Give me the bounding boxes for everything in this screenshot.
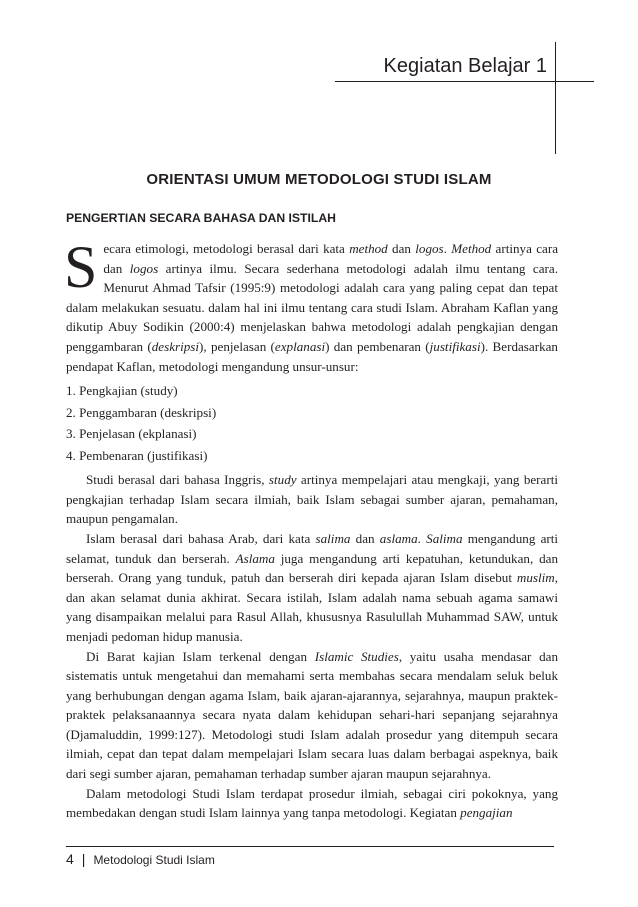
list-item: 3. Penjelasan (ekplanasi) (66, 426, 197, 442)
section-heading: PENGERTIAN SECARA BAHASA DAN ISTILAH (66, 211, 336, 225)
drop-cap: S (64, 234, 98, 300)
list-item: 2. Penggambaran (deskripsi) (66, 404, 217, 420)
chapter-title: ORIENTASI UMUM METODOLOGI STUDI ISLAM (146, 171, 492, 188)
footer-rule (66, 846, 554, 847)
study-paragraph: Studi berasal dari bahasa Inggris, study artinya mempelajari atau mengkaji, yang berarti pengkajian terhadap Islam secara ilmiah, baik Islam sebagai sumber ajaran, pemahaman, maupun pengamalan. (66, 472, 558, 527)
list-item: 1. Pengkajian (study) (66, 383, 178, 399)
barat-paragraph: Di Barat kajian Islam terkenal dengan Islamic Studies, yaitu usaha mendasar dan sistematis untuk mengetahui dan memahami serta membahas secara mendalam seluk beluk yang berhubungan dengan agama Islam, baik ajaran-ajarannya, sejarahnya, maupun praktek-praktek pelaksanaannya secara nyata dalam kehidupan sehari-hari sepanjang sejarahnya (Djamaluddin, 1999:127). Metodologi studi Islam adalah prosedur yang ditempuh secara ilmiah, cepat dan tepat dalam mempelajari Islam secara luas dalam berbagai aspeknya, baik dari segi sumber ajaran, pemahaman terhadap sumber ajaran maupun sejarahnya. (66, 648, 558, 782)
footer-book-title: Metodologi Studi Islam (93, 853, 215, 867)
list-item: 4. Pembenaran (justifikasi) (66, 447, 208, 463)
footer-separator: | (81, 851, 86, 867)
page-number: 4 (66, 851, 74, 867)
header-title: Kegiatan Belajar 1 (383, 55, 547, 77)
footer (66, 851, 215, 869)
intro-paragraph: Secara etimologi, metodologi berasal dari kata method dan logos. Method artinya cara dan logos artinya ilmu. Secara sederhana metodologi adalah ilmu tentang cara. Menurut Ahmad Tafsir (1995:9) metodologi adalah cara yang paling cepat dan tepat dalam melakukan sesuatu. dalam hal ini ilmu tentang cara studi Islam. Abraham Kaflan yang dikutip Abuy Sodikin (2000:4) menjelaskan bahwa metodologi adalah pengkajian dengan penggambaran (deskripsi), penjelasan (explanasi) dan pembenaran (justifikasi). Berdasarkan pendapat Kaflan, metodologi mengandung unsur-unsur: (64, 234, 559, 374)
body-text (64, 234, 559, 823)
header-rule-vertical (555, 42, 556, 154)
islam-paragraph: Islam berasal dari bahasa Arab, dari kata salima dan aslama. Salima mengandung arti selamat, tunduk dan berserah. Aslama juga mengandung arti kepatuhan, ketundukan, dan berserah. Orang yang tunduk, patuh dan berserah diri kepada ajaran Islam disebut muslim, dan akan selamat dunia akhirat. Secara istilah, Islam adalah nama sebuah agama samawi yang disampaikan melalui para Rasul Allah, khususnya Rasulullah Muhammad SAW, untuk menjadi pedoman hidup manusia. (66, 530, 559, 644)
dalam-paragraph: Dalam metodologi Studi Islam terdapat prosedur ilmiah, sebagai ciri pokoknya, yang membedakan dengan studi Islam lainnya yang tanpa metodologi. Kegiatan pengajian (66, 785, 558, 821)
unsur-list (66, 380, 558, 466)
